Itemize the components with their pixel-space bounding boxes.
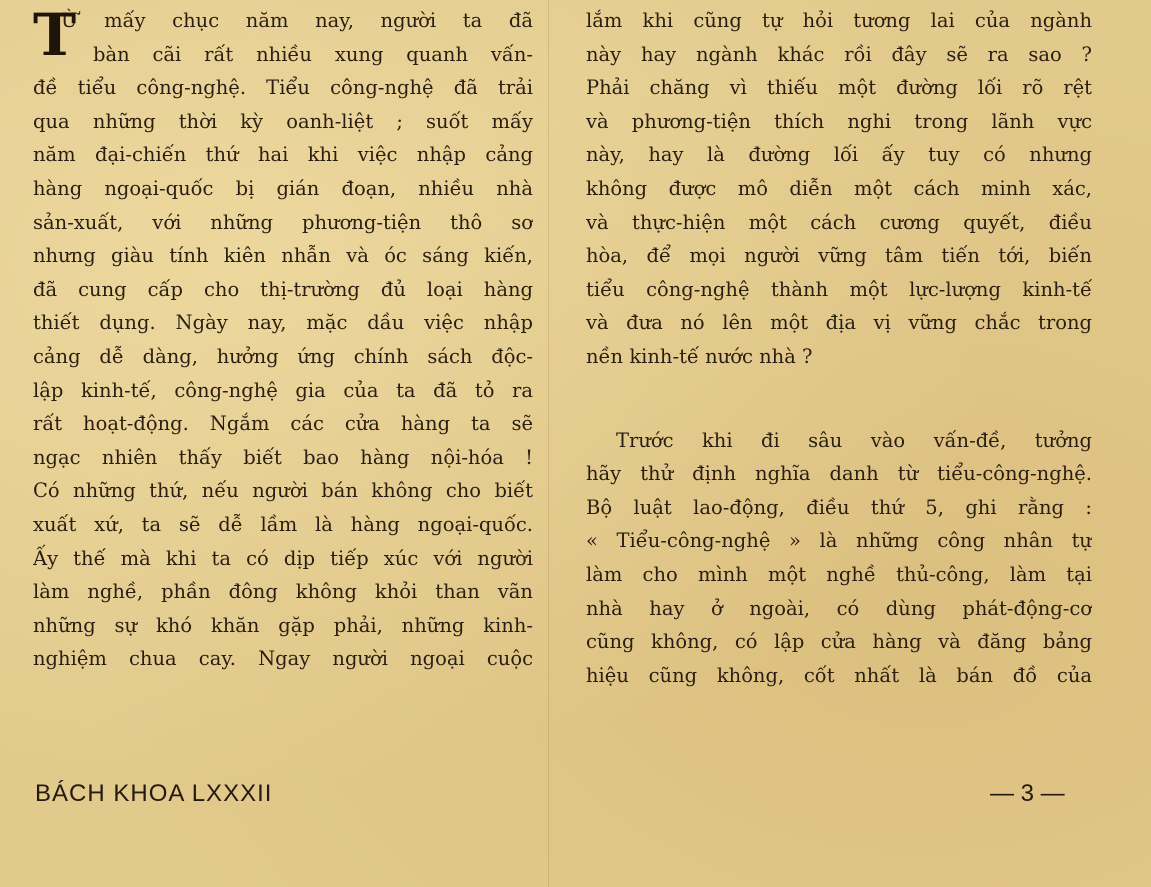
text-line: thiết dụng. Ngày nay, mặc dầu việc nhập bbox=[33, 311, 533, 335]
text-line: Ấy thế mà khi ta có dịp tiếp xúc với người bbox=[33, 546, 533, 570]
text-line: năm đại-chiến thứ hai khi việc nhập cảng bbox=[33, 143, 533, 167]
paragraph-definition bbox=[586, 424, 1092, 693]
text-line: nền kinh-tế nước nhà ? bbox=[586, 344, 813, 368]
text-line: ngạc nhiên thấy biết bao hàng nội-hóa ! bbox=[33, 445, 533, 469]
text-line: nhà hay ở ngoài, có dùng phát-động-cơ bbox=[586, 596, 1092, 620]
text-line: và thực-hiện một cách cương quyết, điều bbox=[586, 210, 1092, 234]
text-line: Phải chăng vì thiếu một đường lối rõ rệt bbox=[586, 76, 1092, 100]
text-line: tiểu công-nghệ thành một lực-lượng kinh-tế bbox=[586, 277, 1092, 301]
first-paragraph bbox=[33, 1, 533, 71]
text-line: hiệu cũng không, cốt nhất là bán đồ của bbox=[586, 663, 1092, 687]
text-line: hàng ngoại-quốc bị gián đoạn, nhiều nhà bbox=[33, 176, 533, 200]
text-line: và phương-tiện thích nghi trong lãnh vực bbox=[586, 109, 1092, 133]
text-line: « Tiểu-công-nghệ » là những công nhân tự bbox=[586, 529, 1092, 553]
text-line: bàn cãi rất nhiều xung quanh vấn- bbox=[93, 42, 533, 66]
text-line: nghiệm chua cay. Ngay người ngoại cuộc bbox=[33, 647, 533, 671]
text-line: lập kinh-tế, công-nghệ gia của ta đã tỏ ra bbox=[33, 378, 533, 402]
text-line: này hay ngành khác rồi đây sẽ ra sao ? bbox=[586, 42, 1092, 66]
text-line: hòa, để mọi người vững tâm tiến tới, biến bbox=[586, 244, 1092, 268]
left-column bbox=[33, 1, 533, 676]
text-line: không được mô diễn một cách minh xác, bbox=[586, 176, 1092, 200]
text-line: và đưa nó lên một địa vị vững chắc trong bbox=[586, 311, 1092, 335]
text-line: qua những thời kỳ oanh-liệt ; suốt mấy bbox=[33, 109, 533, 133]
text-line: xuất xứ, ta sẽ dễ lầm là hàng ngoại-quốc. bbox=[33, 512, 533, 536]
text-line: làm nghề, phần đông không khỏi than vãn bbox=[33, 580, 533, 604]
text-line: hãy thử định nghĩa danh từ tiểu-công-nghệ. bbox=[586, 462, 1092, 486]
text-line: đã cung cấp cho thị-trường đủ loại hàng bbox=[33, 277, 533, 301]
text-line: sản-xuất, với những phương-tiện thô sơ bbox=[33, 210, 533, 234]
page-number: — 3 — bbox=[990, 780, 1065, 807]
text-line: này, hay là đường lối ấy tuy có nhưng bbox=[586, 143, 1092, 167]
text-line: Có những thứ, nếu người bán không cho biết bbox=[33, 479, 533, 503]
text-line: Bộ luật lao-động, điều thứ 5, ghi rằng : bbox=[586, 495, 1092, 519]
text-line: rất hoạt-động. Ngắm các cửa hàng ta sẽ bbox=[33, 412, 533, 436]
drop-cap: T bbox=[33, 1, 77, 69]
text-line: cũng không, có lập cửa hàng và đăng bảng bbox=[586, 630, 1092, 654]
right-column bbox=[586, 4, 1092, 692]
text-line: cảng dễ dàng, hưởng ứng chính sách độc- bbox=[33, 344, 533, 368]
publication-footer: BÁCH KHOA LXXXII bbox=[35, 780, 273, 807]
text-line: lắm khi cũng tự hỏi tương lai của ngành bbox=[586, 9, 1092, 32]
text-line: làm cho mình một nghề thủ-công, làm tại bbox=[586, 562, 1092, 586]
paragraph-continued bbox=[586, 4, 1092, 374]
text-line: nhưng giàu tính kiên nhẫn và óc sáng kiến, bbox=[33, 244, 533, 268]
text-line: Trước khi đi sâu vào vấn-đề, tưởng bbox=[616, 428, 1092, 452]
text-line: Ừ mấy chục năm nay, người ta đã bbox=[61, 9, 533, 32]
text-line: đề tiểu công-nghệ. Tiểu công-nghệ đã trải bbox=[33, 76, 533, 100]
paragraph-gap bbox=[586, 374, 1092, 424]
gutter-divider bbox=[548, 0, 549, 887]
text-line: những sự khó khăn gặp phải, những kinh- bbox=[33, 613, 533, 637]
